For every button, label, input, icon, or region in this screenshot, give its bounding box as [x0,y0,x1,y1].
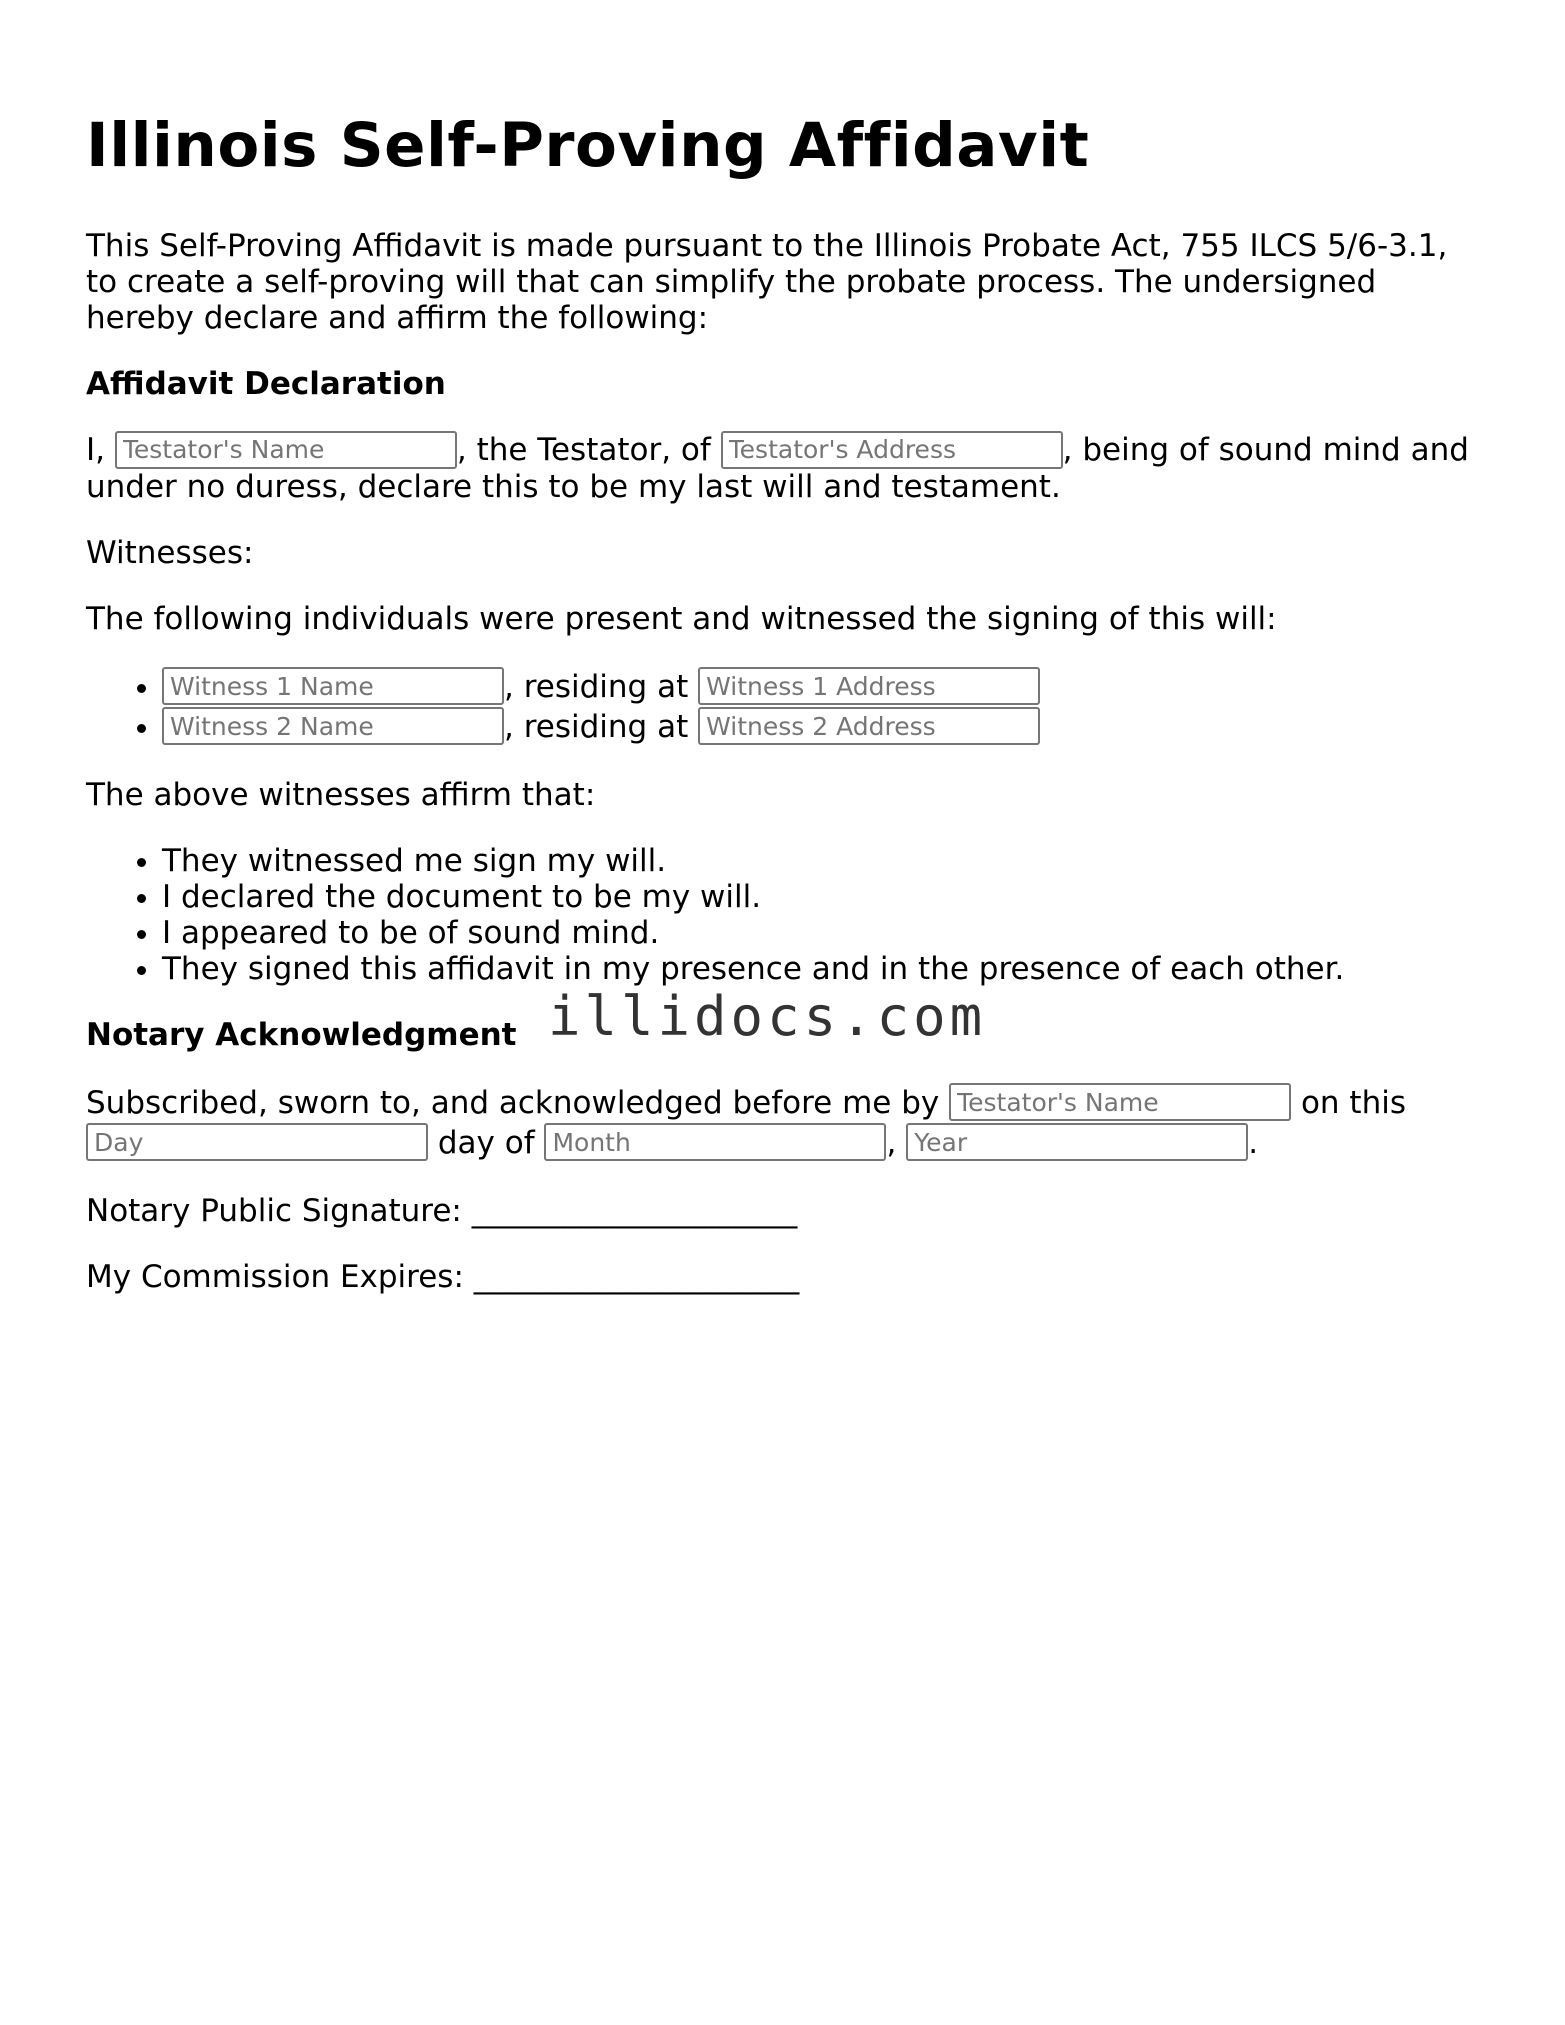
witness-2-name-input[interactable] [162,707,504,745]
witness-2-address-input[interactable] [698,707,1040,745]
declaration-text-3: , being of sound mind and under no duress, declare this to be my last will and testament. [86,432,1469,505]
witness-1-name-input[interactable] [162,667,504,705]
notary-text-5: . [1248,1124,1259,1161]
declaration-text-2: , the Testator, of [456,432,721,468]
affirmations-intro: The above witnesses affirm that: [86,776,596,813]
witness-item [162,707,1486,747]
page-title: Illinois Self-Proving Affidavit [86,110,1090,181]
witnesses-intro: The following individuals were present and witnessed the signing of this will: [86,600,1277,637]
day-input[interactable] [86,1123,428,1161]
affirmation-item: • I declared the document to be my will. [162,879,1486,915]
testator-address-input[interactable] [721,431,1063,469]
witnesses-label: Witnesses: [86,534,254,571]
month-input[interactable] [544,1123,886,1161]
intro-paragraph: This Self-Proving Affidavit is made pursuant to the Illinois Probate Act, 755 ILCS 5/6-3.1, to create a self-proving will that can simplify the probate process. The undersigned hereby declare and affirm the following: [86,228,1448,336]
declaration-paragraph [86,432,1486,505]
residing-text: , residing at [504,668,699,705]
witness-item [162,667,1486,707]
notary-text-1: Subscribed, sworn to, and acknowledged before me by [86,1084,950,1121]
witness-1-address-input[interactable] [698,667,1040,705]
notary-paragraph [86,1083,1486,1163]
commission-expires-line: My Commission Expires: _____________________ [86,1258,800,1295]
testator-name-input[interactable] [115,431,457,469]
affirmation-item: • They witnessed me sign my will. [162,843,1486,879]
watermark: illidocs.com [548,985,987,1048]
notary-signature-line: Notary Public Signature: _____________________ [86,1192,798,1229]
notary-text-4: , [886,1124,907,1161]
affirmation-item: • I appeared to be of sound mind. [162,915,1486,951]
year-input[interactable] [906,1123,1248,1161]
affirmation-item: • They signed this affidavit in my presence and in the presence of each other. [162,951,1486,987]
document-page [86,108,1486,1325]
notary-heading: Notary Acknowledgment [86,1016,517,1053]
notary-text-2: on this [1291,1084,1406,1121]
affirmation-list [86,843,1486,987]
notary-testator-name-input[interactable] [949,1083,1291,1121]
notary-text-3: day of [428,1124,545,1161]
declaration-text-1: I, [86,432,115,468]
witness-list [86,667,1486,747]
declaration-heading: Affidavit Declaration [86,366,446,402]
residing-text: , residing at [504,708,699,745]
